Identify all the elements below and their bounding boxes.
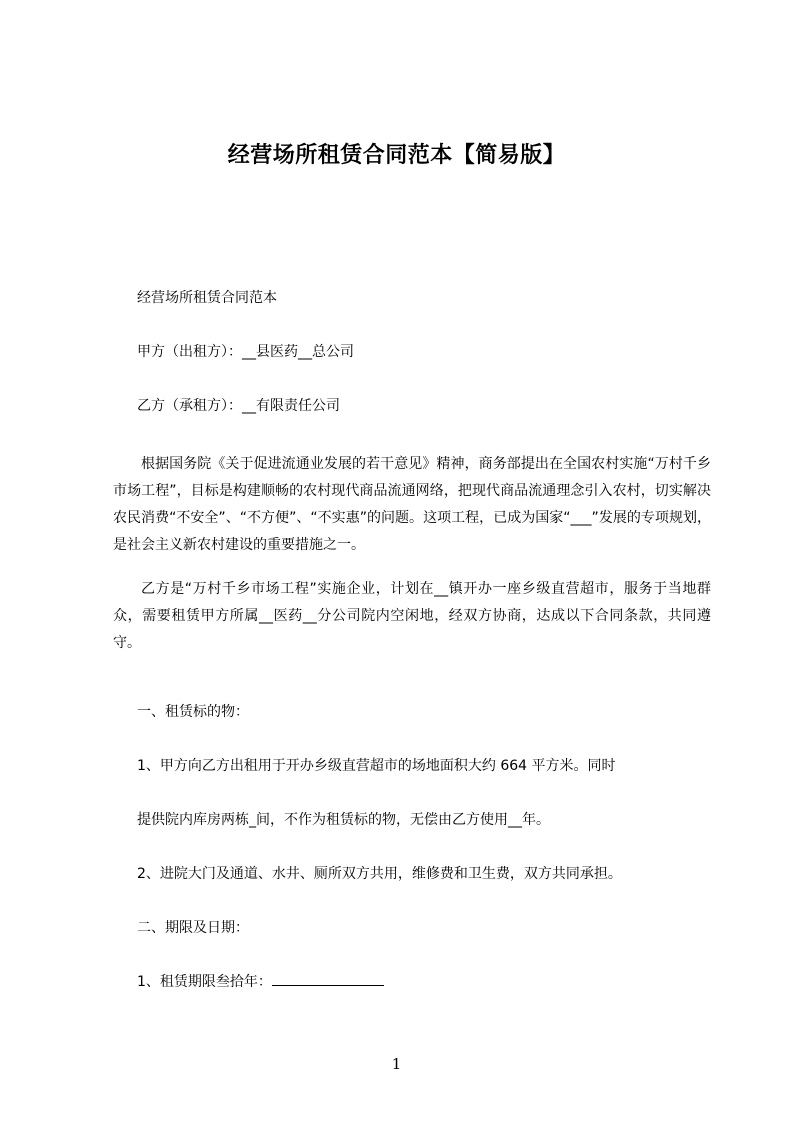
clause-1-line-1: 1、甲方向乙方出租用于开办乡级直营超市的场地面积大约 664 平方米。同时: [137, 758, 616, 774]
clause-3-line: [113, 964, 711, 1000]
party-b-desc-block: [113, 576, 711, 694]
document-body: [113, 280, 711, 1000]
intro-paragraph: 根据国务院《关于促进流通业发展的若干意见》精神，商务部提出在全国农村实施“万村千乡市场工程”，目标是构建顺畅的农村现代商品流通网络，把现代商品流通理念引入农村，切实解决农民消费“不安全”、“不方便”、“不实惠”的问题。这项工程，已成为国家“___”发展的专项规划，是社会主义新农村建设的重要措施之一。: [113, 456, 711, 553]
intro-block: [113, 442, 711, 576]
party-b-description: 乙方是“万村千乡市场工程”实施企业，计划在__镇开办一座乡级直营超市，服务于当地群众，需要租赁甲方所属__医药__分公司院内空闲地，经双方协商，达成以下合同条款，共同遵守。: [113, 581, 711, 651]
section-1-heading: 一、租赁标的物：: [137, 704, 249, 720]
party-a-line: 甲方（出租方）：__县医药__总公司: [137, 344, 354, 360]
section-2-heading: 二、期限及日期：: [137, 920, 249, 936]
contract-heading: 经营场所租赁合同范本: [137, 290, 277, 306]
blank-underline: [272, 971, 384, 986]
document-title: 经营场所租赁合同范本【简易版】: [227, 143, 566, 168]
clause-1-line-2: 提供院内库房两栋_间，不作为租赁标的物，无偿由乙方使用__年。: [137, 812, 550, 828]
clause-2: 2、进院大门及通道、水井、厕所双方共用，维修费和卫生费，双方共同承担。: [137, 866, 622, 882]
clause-3-text: 1、租赁期限叁拾年：: [137, 974, 272, 990]
party-b-line: 乙方（承租方）：__有限责任公司: [137, 398, 340, 414]
page-number: 1: [391, 1055, 402, 1073]
